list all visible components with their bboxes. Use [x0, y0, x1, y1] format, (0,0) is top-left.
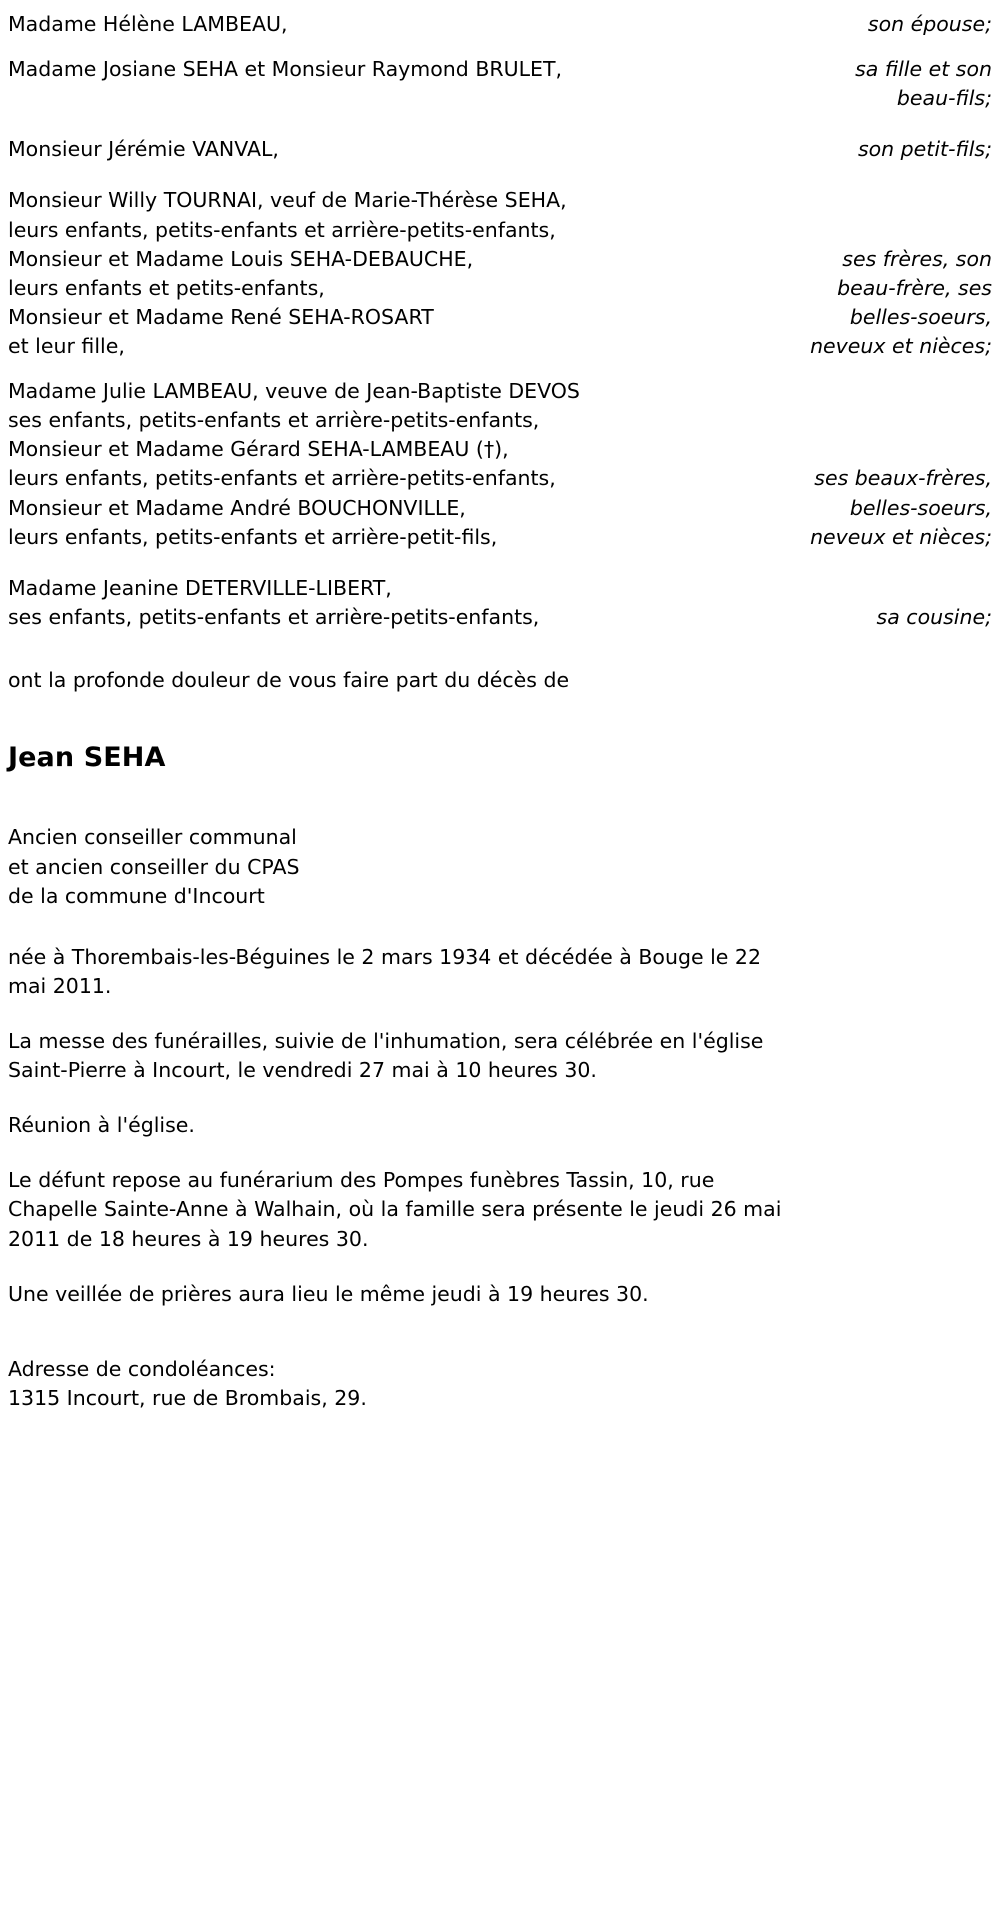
family-name-line: leurs enfants et petits-enfants, — [8, 275, 325, 300]
family-name-line: Monsieur et Madame René SEHA-ROSART — [8, 304, 434, 329]
relation-line: sa cousine; — [876, 604, 992, 629]
condolences-address: 1315 Incourt, rue de Brombais, 29. — [8, 1385, 367, 1410]
condolences-block — [0, 1355, 1000, 1413]
relation-line: neveux et nièces; — [810, 333, 992, 358]
family-group — [0, 55, 1000, 113]
relation-line: belles-soeurs, — [849, 304, 992, 329]
family-name-line: Madame Hélène LAMBEAU, — [8, 12, 288, 36]
deceased-title-line: Ancien conseiller communal — [8, 825, 297, 850]
relation-line: belles-soeurs, — [849, 495, 992, 520]
family-names — [0, 377, 580, 552]
family-name-line: ses enfants, petits-enfants et arrière-petits-enfants, — [8, 408, 540, 433]
family-relation — [700, 464, 1000, 551]
family-name-line: Monsieur Jérémie VANVAL, — [8, 137, 279, 162]
family-relation — [700, 603, 1000, 632]
spacer — [0, 113, 1000, 135]
relation-line: ses beaux-frères, — [814, 466, 992, 491]
family-relation — [700, 245, 1000, 361]
family-name-line: Monsieur et Madame Gérard SEHA-LAMBEAU (†), — [8, 437, 509, 462]
relation-line: sa fille et son — [855, 57, 992, 82]
funeral-home-paragraph: Le défunt repose au funérarium des Pompes funèbres Tassin, 10, rue Chapelle Sainte-Anne à Walhain, où la famille sera présente le jeudi 26 mai 2011 de 18 heures à 19 heures 30. — [8, 1168, 782, 1251]
family-names — [0, 186, 567, 361]
family-names — [0, 574, 539, 632]
family-relation — [700, 10, 1000, 39]
deceased-title-line: et ancien conseiller du CPAS — [8, 854, 300, 879]
family-name-line: et leur fille, — [8, 333, 125, 358]
family-group — [0, 10, 1000, 39]
family-name-line: Monsieur et Madame Louis SEHA-DEBAUCHE, — [8, 246, 474, 271]
condolences-label: Adresse de condoléances: — [8, 1356, 276, 1381]
spacer — [0, 552, 1000, 574]
family-group — [0, 377, 1000, 552]
relation-line: son épouse; — [867, 12, 992, 36]
family-names — [0, 135, 279, 164]
family-relation — [700, 135, 1000, 164]
relation-line: beau-fils; — [896, 86, 992, 111]
spacer — [0, 361, 1000, 377]
relation-line: son petit-fils; — [857, 137, 992, 162]
birth-death-paragraph: née à Thorembais-les-Béguines le 2 mars 1934 et décédée à Bouge le 22 mai 2011. — [8, 944, 761, 998]
family-relation — [700, 55, 1000, 113]
family-name-line: ses enfants, petits-enfants et arrière-petits-enfants, — [8, 604, 540, 629]
church-meeting-paragraph: Réunion à l'église. — [8, 1113, 195, 1138]
family-names — [0, 55, 562, 84]
family-names — [0, 10, 288, 39]
family-name-line: Monsieur et Madame André BOUCHONVILLE, — [8, 495, 466, 520]
deceased-title-line: de la commune d'Incourt — [8, 883, 265, 908]
deceased-titles — [0, 823, 1000, 910]
prayer-vigil-paragraph: Une veillée de prières aura lieu le même jeudi à 19 heures 30. — [8, 1281, 649, 1306]
family-name-line: Monsieur Willy TOURNAI, veuf de Marie-Thérèse SEHA, — [8, 188, 567, 213]
family-group — [0, 186, 1000, 361]
funeral-mass-paragraph: La messe des funérailles, suivie de l'inhumation, sera célébrée en l'église Saint-Pierre à Incourt, le vendredi 27 mai à 10 heures 30. — [8, 1028, 764, 1083]
relation-line: neveux et nièces; — [810, 524, 992, 549]
family-name-line: leurs enfants, petits-enfants et arrière-petit-fils, — [8, 524, 498, 549]
announcement-text: ont la profonde douleur de vous faire part du décès de — [8, 667, 570, 692]
family-name-line: leurs enfants, petits-enfants et arrière-petits-enfants, — [8, 217, 556, 242]
spacer — [0, 39, 1000, 55]
family-group — [0, 135, 1000, 164]
relation-line: ses frères, son — [842, 246, 992, 271]
family-name-line: leurs enfants, petits-enfants et arrière-petits-enfants, — [8, 466, 556, 491]
family-name-line: Madame Jeanine DETERVILLE-LIBERT, — [8, 575, 392, 600]
deceased-name: Jean SEHA — [8, 742, 166, 774]
family-group — [0, 574, 1000, 632]
relation-line: beau-frère, ses — [837, 275, 992, 300]
family-name-line: Madame Julie LAMBEAU, veuve de Jean-Baptiste DEVOS — [8, 379, 580, 404]
family-name-line: Madame Josiane SEHA et Monsieur Raymond BRULET, — [8, 57, 563, 82]
spacer — [0, 164, 1000, 186]
